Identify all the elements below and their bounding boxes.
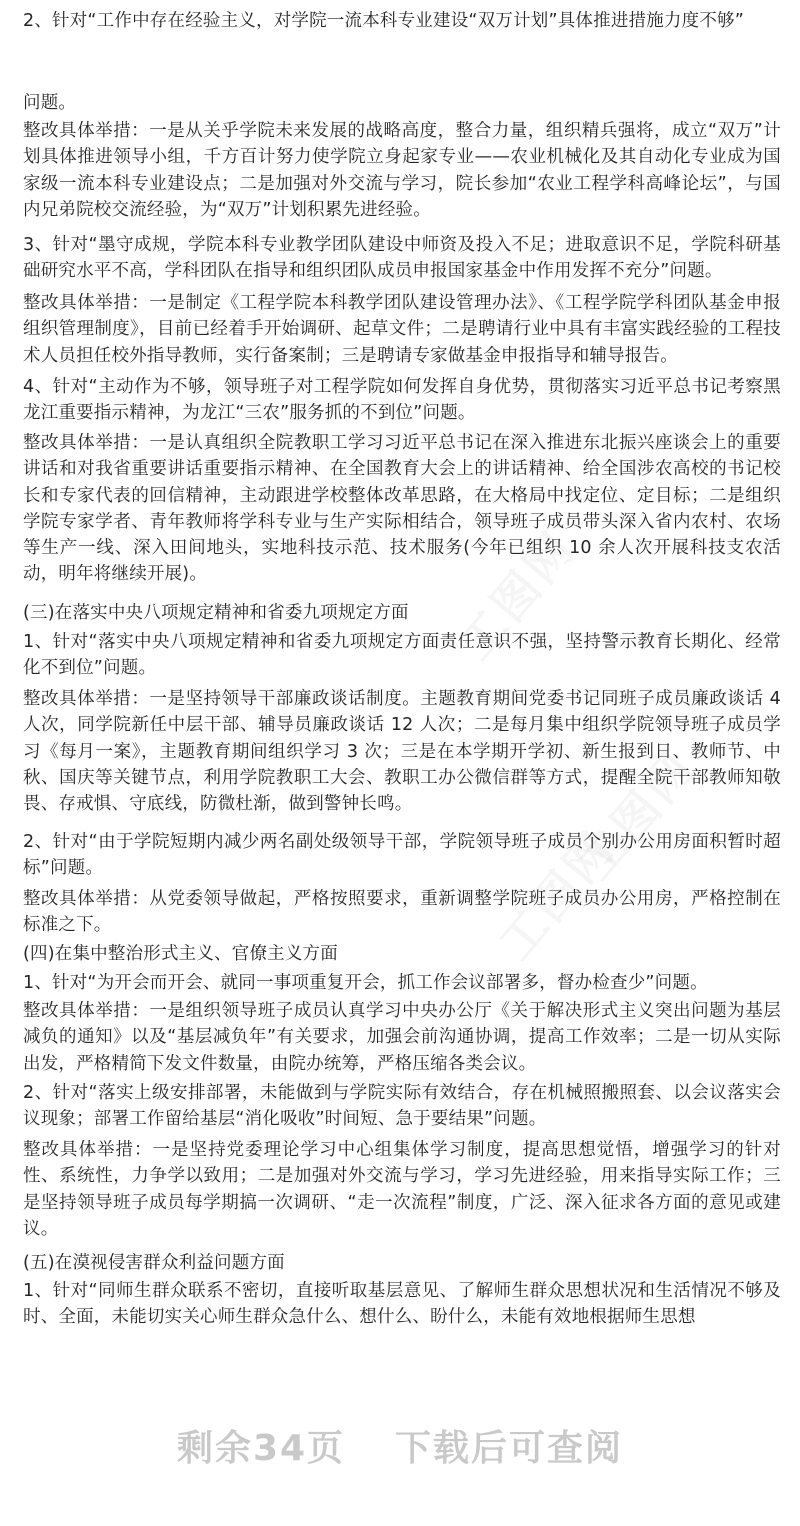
download-banner[interactable] [0, 1420, 800, 1471]
paragraph-item-2-continuation: 问题。 [23, 93, 77, 113]
paragraph-item-4: 4、针对“主动作为不够，领导班子对工程学院如何发挥自身优势，贯彻落实习近平总书记考察黑龙江重要指示精神，为龙江“三农”服务抓的不到位”问题。 [23, 377, 781, 424]
paragraph-item-2: 2、针对“落实上级安排部署，未能做到与学院实际有效结合，存在机械照搬照套、以会议落实会议现象；部署工作留给基层“消化吸收”时间短、急于要结果”问题。 [23, 1083, 781, 1130]
watermark: 工图网 [568, 740, 707, 890]
section-heading: (四)在集中整治形式主义、官僚主义方面 [23, 944, 338, 964]
watermark: 工图网 [488, 820, 627, 970]
paragraph-measures: 整改具体举措：一是制定《工程学院本科教学团队建设管理办法》、《工程学院学科团队基金申报组织管理制度》，目前已经着手开始调研、起草文件；二是聘请行业中具有丰富实践经验的工程技术人员担任校外指导教师，实行备案制；三是聘请专家做基金申报指导和辅导报告。 [23, 293, 781, 366]
paragraph-measures: 整改具体举措：一是坚持党委理论学习中心组集体学习制度，提高思想觉悟，增强学习的针对性、系统性，力争学以致用；二是加强对外交流与学习，学习先进经验，用来指导实际工作；三是坚持领导班子成员每学期搞一次调研、“走一次流程”制度，广泛、深入征求各方面的意见或建议。 [23, 1140, 781, 1239]
remaining-pages-label: 剩余34页 [176, 1428, 346, 1469]
section-heading: (五)在漠视侵害群众利益问题方面 [23, 1253, 285, 1273]
watermark: 工图网 [448, 520, 587, 670]
paragraph-measures: 整改具体举措：一是组织领导班子成员认真学习中央办公厅《关于解决形式主义突出问题为基层减负的通知》以及“基层减负年”有关要求，加强会前沟通协调，提高工作效率；二是一切从实际出发，严格精简下发文件数量，由院办统筹，严格压缩各类会议。 [23, 1001, 781, 1074]
paragraph-item-2: 2、针对“由于学院短期内减少两名副处级领导干部，学院领导班子成员个别办公用房面积暂时超标”问题。 [23, 832, 781, 879]
paragraph-measures: 整改具体举措：从党委领导做起，严格按照要求，重新调整学院班子成员办公用房，严格控制在标准之下。 [23, 889, 781, 936]
paragraph-item-1: 1、针对“同师生群众联系不密切，直接听取基层意见、了解师生群众思想状况和生活情况不够及时、全面，未能切实关心师生群众急什么、想什么、盼什么，未能有效地根据师生思想 [23, 1281, 781, 1328]
paragraph-measures: 整改具体举措：一是坚持领导干部廉政谈话制度。主题教育期间党委书记同班子成员廉政谈话 4 人次，同学院新任中层干部、辅导员廉政谈话 12 人次；二是每月集中组织学院领导班子成员学习《每月一案》，主题教育期间组织学习 3 次；三是在本学期开学初、新生报到日、教师节、中秋、国庆等关键节点，利用学院教职工大会、教职工办公微信群等方式，提醒全院干部教师知敬畏、存戒惧、守底线，防微杜渐，做到警钟长鸣。 [23, 689, 781, 815]
paragraph-item-1: 1、针对“为开会而开会、就同一事项重复开会，抓工作会议部署多，督办检查少”问题。 [23, 973, 708, 993]
paragraph-item-3: 3、针对“墨守成规，学院本科专业教学团队建设中师资及投入不足；进取意识不足，学院科研基础研究水平不高，学科团队在指导和组织团队成员申报国家基金中作用发挥不充分”问题。 [23, 235, 781, 282]
paragraph-item-1: 1、针对“落实中央八项规定精神和省委九项规定方面责任意识不强，坚持警示教育长期化、经常化不到位”问题。 [23, 632, 781, 679]
paragraph-measures: 整改具体举措：一是认真组织全院教职工学习习近平总书记在深入推进东北振兴座谈会上的重要讲话和对我省重要讲话重要指示精神、在全国教育大会上的讲话精神、给全国涉农高校的书记校长和专家代表的回信精神，主动跟进学校整体改革思路，在大格局中找定位、定目标；二是组织学院专家学者、青年教师将学科专业与生产实际相结合，领导班子成员带头深入省内农村、农场等生产一线、深入田间地头，实地科技示范、技术服务(今年已组织 10 余人次开展科技支农活动，明年将继续开展)。 [23, 433, 781, 585]
download-to-view-label: 下载后可查阅 [395, 1428, 624, 1469]
paragraph-measures: 整改具体举措：一是从关乎学院未来发展的战略高度，整合力量，组织精兵强将，成立“双万”计划具体推进领导小组，千方百计努力使学院立身起家专业——农业机械化及其自动化专业成为国家级一流本科专业建设点；二是加强对外交流与学习，院长参加“农业工程学科高峰论坛”，与国内兄弟院校交流经验，为“双万”计划积累先进经验。 [23, 121, 781, 220]
section-heading: (三)在落实中央八项规定精神和省委九项规定方面 [23, 603, 409, 623]
paragraph-item-2-heading: 2、针对“工作中存在经验主义，对学院一流本科专业建设“双万计划”具体推进措施力度不够” [23, 11, 744, 31]
